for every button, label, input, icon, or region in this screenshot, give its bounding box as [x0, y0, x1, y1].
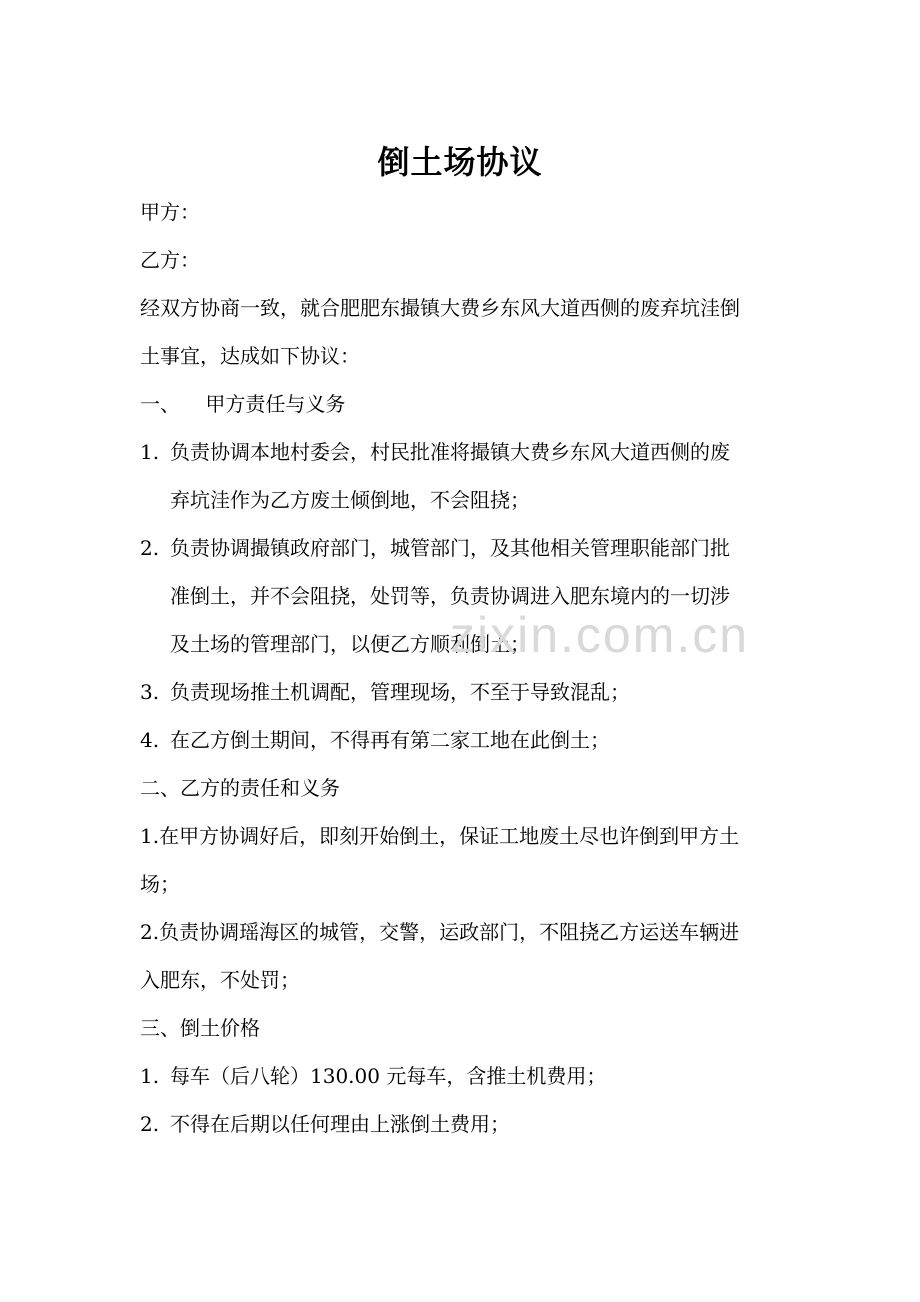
document-title: 倒土场协议 — [377, 143, 543, 181]
item-line: 及土场的管理部门，以便乙方顺利倒土； — [170, 632, 530, 656]
watermark: zixin.com.cn — [450, 607, 750, 663]
section-1-item-2 — [140, 524, 785, 668]
item-number: 2. — [140, 1112, 160, 1136]
item-number: 1. — [140, 1064, 160, 1088]
section-1-item-1 — [140, 428, 785, 524]
party-a-label: 甲方： — [140, 200, 200, 224]
item-number: 4. — [140, 728, 160, 752]
intro-line-2: 土事宜，达成如下协议： — [140, 344, 360, 368]
party-b-label: 乙方： — [140, 248, 200, 272]
item-line: 负责协调撮镇政府部门，城管部门，及其他相关管理职能部门批 — [170, 536, 730, 560]
item-line: 负责现场推土机调配，管理现场，不至于导致混乱； — [170, 680, 630, 704]
item-line: 每车（后八轮）130.00 元每车，含推土机费用； — [170, 1064, 607, 1088]
item-number: 3. — [140, 680, 160, 704]
section-1-item-3 — [140, 668, 785, 716]
item-line: 在乙方倒土期间，不得再有第二家工地在此倒土； — [170, 728, 610, 752]
section-1-item-4 — [140, 716, 785, 764]
section-3-item-2 — [140, 1100, 785, 1148]
section-2-item-1-line-2: 场； — [140, 872, 180, 896]
item-line: 负责协调本地村委会，村民批准将撮镇大费乡东风大道西侧的废 — [170, 440, 730, 464]
section-2-item-2-line-2: 入肥东，不处罚； — [140, 968, 300, 992]
intro-line-1: 经双方协商一致，就合肥肥东撮镇大费乡东风大道西侧的废弃坑洼倒 — [140, 296, 740, 320]
item-number: 2. — [140, 536, 160, 560]
section-3-item-1 — [140, 1052, 785, 1100]
section-2-heading: 二、乙方的责任和义务 — [140, 776, 340, 800]
section-2-item-1-line-1: 1.在甲方协调好后，即刻开始倒土，保证工地废土尽也许倒到甲方土 — [140, 824, 740, 848]
section-2-item-2-line-1: 2.负责协调瑶海区的城管，交警，运政部门，不阻挠乙方运送车辆进 — [140, 920, 740, 944]
section-1-heading: 一、 甲方责任与义务 — [140, 392, 346, 416]
item-number: 1. — [140, 440, 160, 464]
section-3-heading: 三、倒土价格 — [140, 1016, 260, 1040]
item-line: 弃坑洼作为乙方废土倾倒地，不会阻挠； — [170, 488, 530, 512]
item-line: 准倒土，并不会阻挠，处罚等，负责协调进入肥东境内的一切涉 — [170, 584, 730, 608]
item-line: 不得在后期以任何理由上涨倒土费用； — [170, 1112, 510, 1136]
